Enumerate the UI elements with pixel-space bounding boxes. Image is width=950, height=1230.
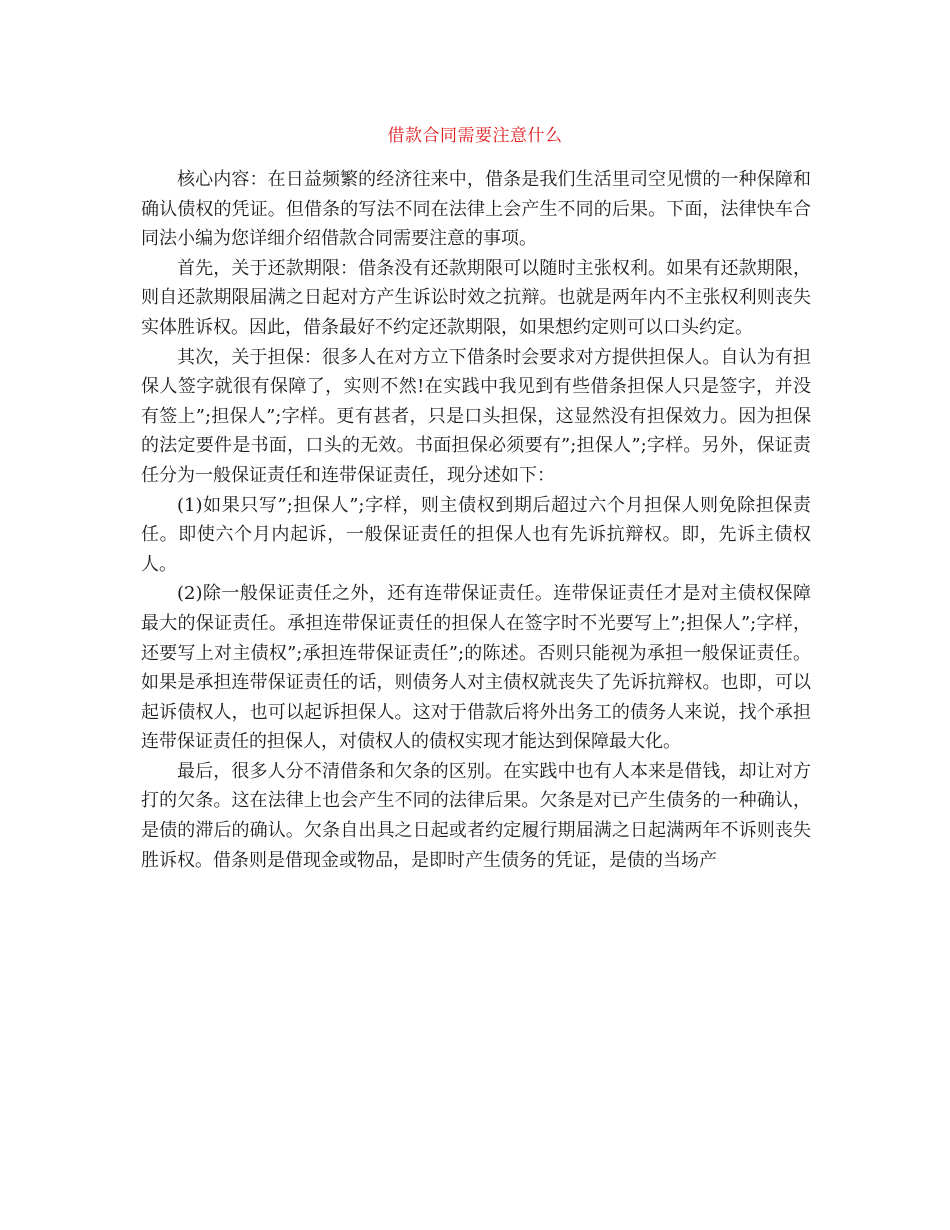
document-title: 借款合同需要注意什么	[387, 126, 563, 146]
paragraph-intro: 核心内容：在日益频繁的经济往来中，借条是我们生活里司空见惯的一种保障和确认债权的凭证。但借条的写法不同在法律上会产生不同的后果。下面，法律快车合同法小编为您详细介绍借款合同需要注意的事项。	[141, 169, 811, 250]
document-body	[141, 165, 811, 875]
paragraph-iou-vs-debt-note: 最后，很多人分不清借条和欠条的区别。在实践中也有人本来是借钱，却让对方打的欠条。这在法律上也会产生不同的法律后果。欠条是对已产生债务的一种确认，是债的滞后的确认。欠条自出具之日起或者约定履行期届满之日起满两年不诉则丧失胜诉权。借条则是借现金或物品，是即时产生债务的凭证，是债的当场产	[141, 760, 811, 871]
paragraph-repayment-term: 首先，关于还款期限：借条没有还款期限可以随时主张权利。如果有还款期限，则自还款期限届满之日起对方产生诉讼时效之抗辩。也就是两年内不主张权利则丧失实体胜诉权。因此，借条最好不约定还款期限，如果想约定则可以口头约定。	[141, 257, 811, 338]
paragraph-joint-guarantee: (2)除一般保证责任之外，还有连带保证责任。连带保证责任才是对主债权保障最大的保证责任。承担连带保证责任的担保人在签字时不光要写上”;担保人”;字样，还要写上对主债权”;承担连带保证责任”;的陈述。否则只能视为承担一般保证责任。如果是承担连带保证责任的话，则债务人对主债权就丧失了先诉抗辩权。也即，可以起诉债权人，也可以起诉担保人。这对于借款后将外出务工的债务人来说，找个承担连带保证责任的担保人，对债权人的债权实现才能达到保障最大化。	[141, 583, 811, 753]
paragraph-guarantee: 其次，关于担保：很多人在对方立下借条时会要求对方提供担保人。自认为有担保人签字就很有保障了，实则不然!在实践中我见到有些借条担保人只是签字，并没有签上”;担保人”;字样。更有甚者，只是口头担保，这显然没有担保效力。因为担保的法定要件是书面，口头的无效。书面担保必须要有”;担保人”;字样。另外，保证责任分为一般保证责任和连带保证责任，现分述如下：	[141, 346, 811, 486]
paragraph-general-guarantee: (1)如果只写”;担保人”;字样，则主债权到期后超过六个月担保人则免除担保责任。即使六个月内起诉，一般保证责任的担保人也有先诉抗辩权。即，先诉主债权人。	[141, 494, 811, 575]
